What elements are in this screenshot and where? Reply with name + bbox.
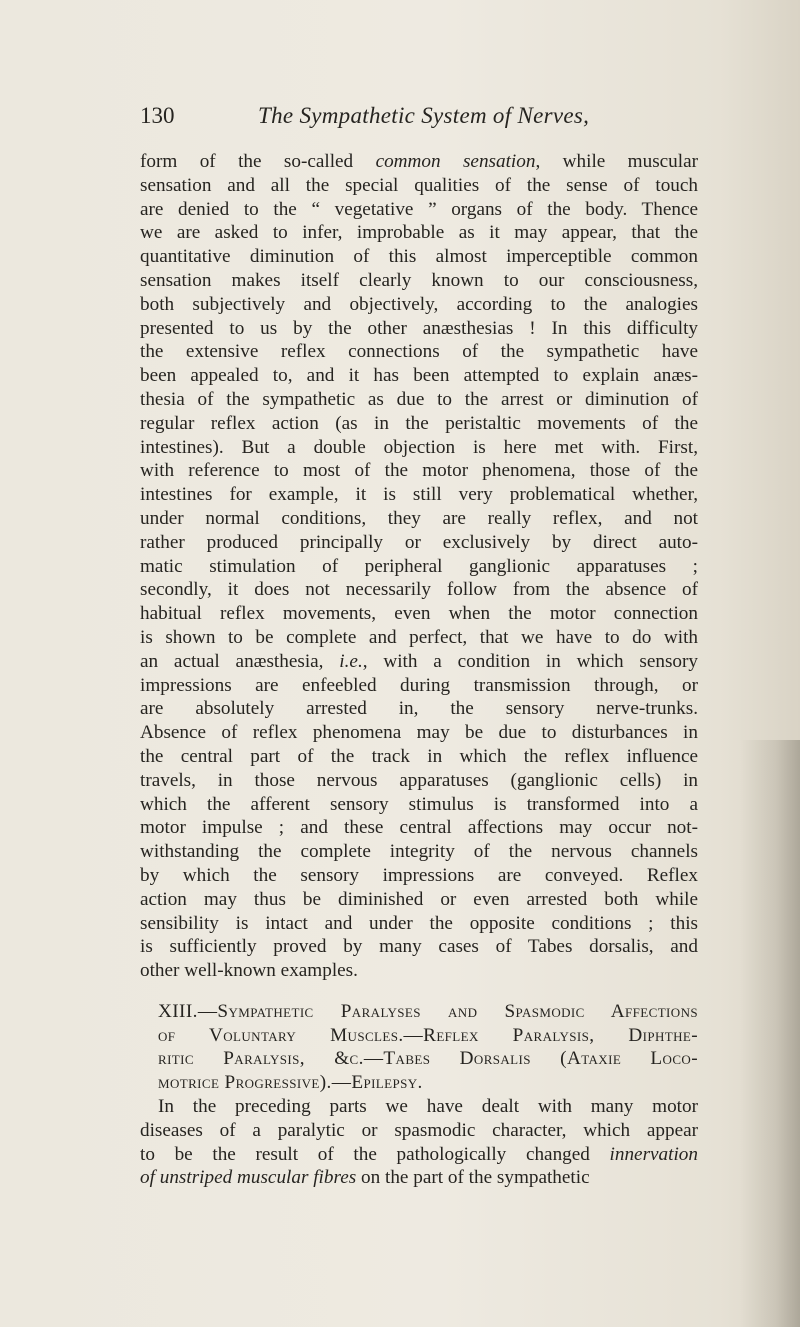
- text-line: [140, 697, 698, 721]
- text-span: travels, in those nervous apparatuses (ganglionic cells) in: [140, 769, 698, 791]
- text-line: [140, 578, 698, 602]
- text-span: Absence of reflex phenomena may be due to disturbances in: [140, 722, 698, 744]
- text-span: motor impulse ; and these central affections may occur not-: [140, 817, 698, 839]
- text-line: [140, 864, 698, 888]
- section-heading-line: of Voluntary Muscles.—Reflex Paralysis, Diphthe-: [158, 1024, 698, 1046]
- text-span: matic stimulation of peripheral ganglionic apparatuses ;: [140, 555, 698, 577]
- text-span: , with a condition in which sensory: [362, 650, 698, 672]
- page-number: 130: [140, 103, 175, 128]
- text-line: [140, 531, 698, 555]
- text-span: the central part of the track in which the reflex influence: [140, 745, 698, 767]
- text-span: with reference to most of the motor phenomena, those of the: [140, 460, 698, 482]
- section-heading: [140, 1000, 698, 1095]
- text-span: on the part of the sympathetic: [356, 1167, 590, 1189]
- text-line: [140, 912, 698, 936]
- text-span: impressions are enfeebled during transmission through, or: [140, 674, 698, 696]
- text-line: [140, 674, 698, 698]
- text-span: presented to us by the other anæsthesias ! In this difficulty: [140, 317, 698, 339]
- text-span: withstanding the complete integrity of the nervous channels: [140, 841, 698, 863]
- text-span: an actual anæsthesia,: [140, 650, 340, 672]
- text-line: [140, 935, 698, 959]
- text-span: regular reflex action (as in the peristaltic movements of the: [140, 412, 698, 434]
- text-span: are absolutely arrested in, the sensory nerve-trunks.: [140, 698, 698, 720]
- paragraph-1: [140, 150, 698, 983]
- paragraph-2: [140, 1095, 698, 1190]
- section-heading-line: XIII.—Sympathetic Paralyses and Spasmodic Affections: [158, 1000, 698, 1022]
- text-line: [140, 1166, 698, 1190]
- text-span: habitual reflex movements, even when the motor connection: [140, 603, 698, 625]
- text-line: [140, 602, 698, 626]
- text-line: [140, 483, 698, 507]
- text-line: [140, 388, 698, 412]
- text-span: sensibility is intact and under the opposite conditions ; this: [140, 912, 698, 934]
- text-line: [140, 769, 698, 793]
- text-span: sensation makes itself clearly known to our consciousness,: [140, 269, 698, 291]
- text-span: by which the sensory impressions are conveyed. Reflex: [140, 864, 698, 886]
- text-line: [140, 198, 698, 222]
- text-line: [140, 507, 698, 531]
- text-line: [140, 293, 698, 317]
- text-span: to be the result of the pathologically changed: [140, 1143, 610, 1165]
- text-span: quantitative diminution of this almost imperceptible common: [140, 246, 698, 268]
- text-span: under normal conditions, they are really reflex, and not: [140, 507, 698, 529]
- page-header: [140, 103, 700, 133]
- text-line: [140, 412, 698, 436]
- text-line: [140, 340, 698, 364]
- text-span: which the afferent sensory stimulus is transformed into a: [140, 793, 698, 815]
- text-line: [140, 745, 698, 769]
- text-line: [140, 436, 698, 460]
- text-line: [140, 317, 698, 341]
- text-span: In the preceding parts we have dealt with many motor: [158, 1096, 698, 1118]
- text-line: [140, 1095, 698, 1119]
- text-span: other well-known examples.: [140, 960, 358, 982]
- text-span: been appealed to, and it has been attempted to explain anæs-: [140, 365, 698, 387]
- text-line: [140, 959, 698, 983]
- text-span: are denied to the “ vegetative ” organs of the body. Thence: [140, 198, 698, 220]
- text-span: action may thus be diminished or even arrested both while: [140, 888, 698, 910]
- text-span: i.e.: [339, 650, 363, 672]
- text-line: [140, 459, 698, 483]
- text-line: [140, 150, 698, 174]
- text-line: [140, 555, 698, 579]
- text-line: [140, 1119, 698, 1143]
- text-line: [140, 364, 698, 388]
- text-span: rather produced principally or exclusively by direct auto-: [140, 531, 698, 553]
- text-line: [140, 721, 698, 745]
- text-span: , while muscular: [535, 151, 699, 172]
- page-edge-shadow: [740, 740, 800, 1327]
- body-text: [140, 150, 698, 1190]
- text-line: [140, 1143, 698, 1167]
- section-heading-line: ritic Paralysis, &c.—Tabes Dorsalis (Ataxie Loco-: [158, 1048, 698, 1070]
- text-line: [140, 269, 698, 293]
- text-line: [140, 840, 698, 864]
- text-span: intestines for example, it is still very problematical whether,: [140, 484, 698, 506]
- text-line: [140, 888, 698, 912]
- text-span: form of the so-called: [140, 151, 376, 172]
- text-span: is sufficiently proved by many cases of Tabes dorsalis, and: [140, 936, 698, 958]
- text-line: [140, 221, 698, 245]
- text-line: [140, 650, 698, 674]
- text-span: innervation: [609, 1143, 698, 1165]
- running-head: The Sympathetic System of Nerves,: [258, 103, 590, 128]
- text-span: thesia of the sympathetic as due to the arrest or diminution of: [140, 388, 698, 410]
- text-span: of unstriped muscular fibres: [140, 1167, 357, 1189]
- text-span: common sensation: [375, 151, 536, 172]
- text-span: we are asked to infer, improbable as it may appear, that the: [140, 222, 698, 244]
- text-line: [140, 816, 698, 840]
- text-line: [140, 626, 698, 650]
- text-line: [140, 245, 698, 269]
- text-span: both subjectively and objectively, according to the analogies: [140, 293, 698, 315]
- text-span: the extensive reflex connections of the sympathetic have: [140, 341, 698, 363]
- text-span: is shown to be complete and perfect, that we have to do with: [140, 626, 698, 648]
- text-span: sensation and all the special qualities of the sense of touch: [140, 174, 698, 196]
- text-span: intestines). But a double objection is here met with. First,: [140, 436, 698, 458]
- section-heading-line: motrice Progressive).—Epilepsy.: [158, 1072, 423, 1094]
- text-span: secondly, it does not necessarily follow from the absence of: [140, 579, 698, 601]
- text-span: diseases of a paralytic or spasmodic character, which appear: [140, 1119, 698, 1141]
- text-line: [140, 793, 698, 817]
- text-line: [140, 174, 698, 198]
